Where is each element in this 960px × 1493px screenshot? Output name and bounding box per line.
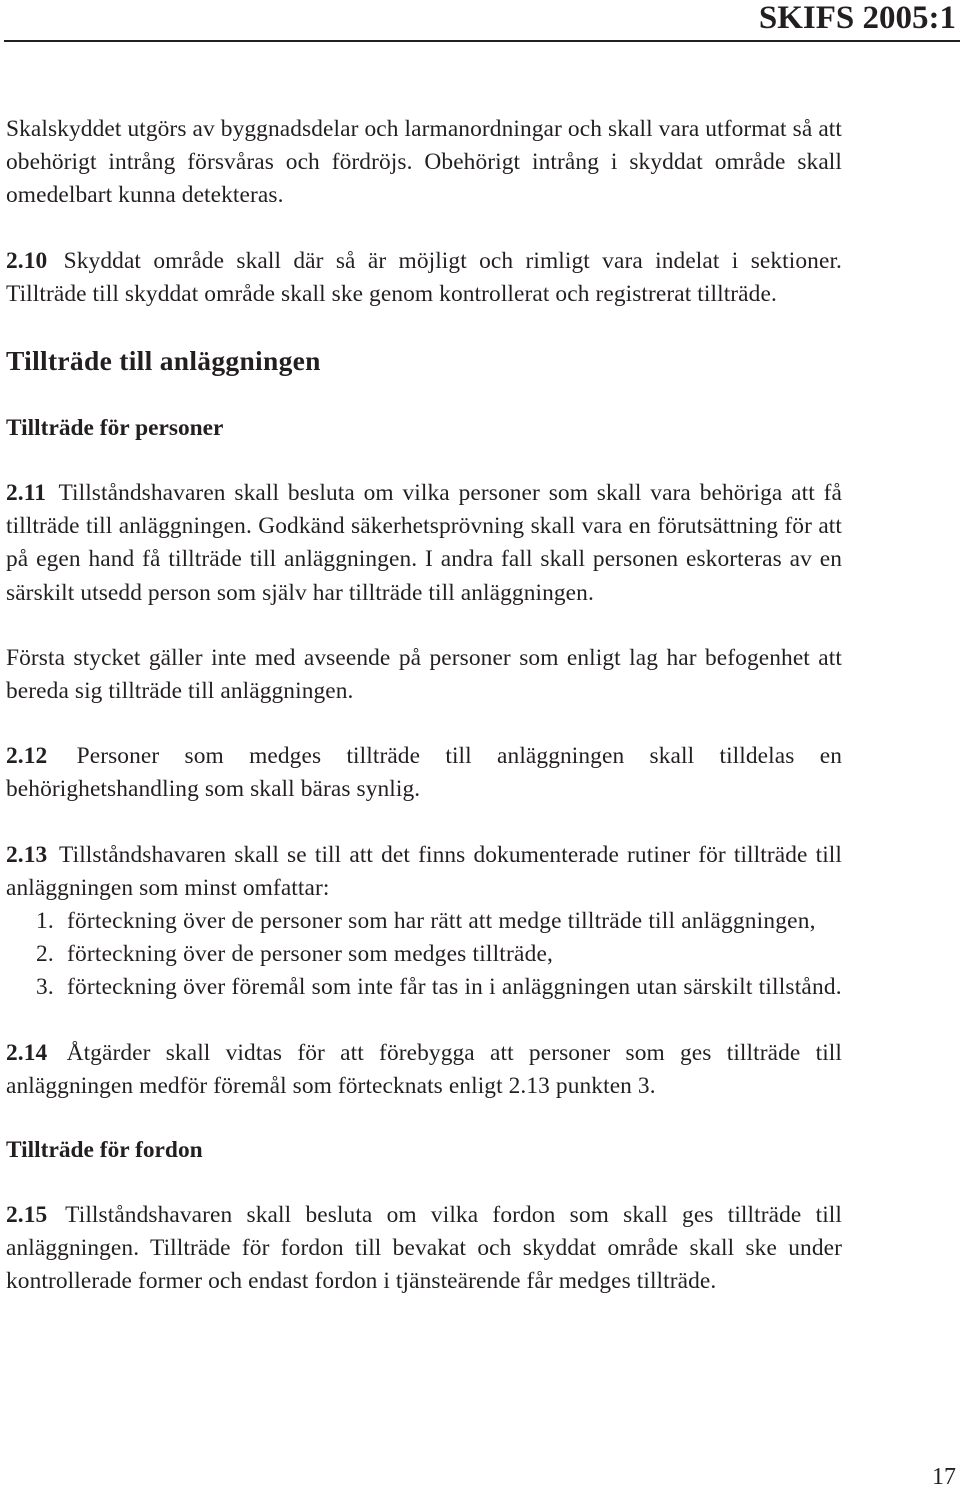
header-rule	[4, 40, 960, 42]
paragraph-text: Skalskyddet utgörs av byggnadsdelar och larmanordningar och skall vara utformat så att obehörigt intrång försvåras och fördröjs. Obehörigt intrång i skyddat område skall omedelbart kunna detekteras.	[6, 116, 842, 209]
section-number: 2.14	[6, 1039, 48, 1066]
paragraph-text: Personer som medges tillträde till anläggningen skall tilldelas en behörighetshandling som skall bäras synlig.	[6, 743, 842, 803]
body-text	[6, 113, 842, 1331]
list-item-text: förteckning över föremål som inte får tas in i anläggningen utan särskilt tillstånd.	[67, 974, 842, 1001]
section-number: 2.12	[6, 743, 48, 770]
paragraph-2-11	[6, 477, 842, 610]
paragraph-2-13	[6, 839, 842, 905]
section-number: 2.10	[6, 247, 48, 274]
document-code: SKIFS 2005:1	[758, 0, 956, 36]
paragraph-text: Första stycket gäller inte med avseende på personer som enligt lag har befogenhet att bereda sig tillträde till anläggningen.	[6, 644, 842, 705]
paragraph-2-12	[6, 740, 842, 806]
list-item-number: 2.	[36, 941, 54, 968]
section-heading: Tillträde till anläggningen	[6, 345, 321, 377]
paragraph-2-14	[6, 1037, 842, 1103]
list-item-number: 3.	[36, 974, 54, 1001]
paragraph-text: Tillståndshavaren skall besluta om vilka fordon som skall ges tillträde till anläggningen. Tillträde för fordon till bevakat och skyddat område skall ske under kontrollerade former och endast fordon i tjänsteärende får medges tillträde.	[6, 1202, 842, 1295]
section-number: 2.11	[6, 480, 47, 507]
subsection-heading-persons: Tillträde för personer	[6, 415, 224, 442]
page-number: 17	[932, 1464, 956, 1490]
paragraph-text: Tillståndshavaren skall besluta om vilka personer som skall vara behöriga att få tillträde till anläggningen. Godkänd säkerhetsprövning skall vara en förutsättning för att på egen hand få tillträde till anläggningen. I andra fall skall personen eskorteras av en särskilt utsedd person som själv har tillträde till anläggningen.	[6, 480, 842, 606]
list-item	[6, 938, 842, 971]
numbered-list	[6, 905, 842, 1005]
paragraph-2-10	[6, 245, 842, 311]
section-number: 2.15	[6, 1202, 48, 1229]
paragraph-text: Tillståndshavaren skall se till att det finns dokumenterade rutiner för tillträde till anläggningen som minst omfattar:	[6, 841, 842, 901]
list-item-number: 1.	[36, 908, 54, 935]
paragraph-skalskydd	[6, 113, 842, 213]
paragraph-text: Skyddat område skall där så är möjligt och rimligt vara indelat i sektioner. Tillträde till skyddat område skall ske genom kontrollerat och registrerat tillträde.	[6, 247, 842, 307]
list-item	[6, 905, 842, 938]
paragraph-2-11-second	[6, 642, 842, 708]
list-item-text: förteckning över de personer som har rätt att medge tillträde till anläggningen,	[67, 908, 816, 935]
section-number: 2.13	[6, 841, 48, 868]
subsection-heading-vehicles: Tillträde för fordon	[6, 1137, 203, 1164]
paragraph-2-15	[6, 1199, 842, 1299]
paragraph-text: Åtgärder skall vidtas för att förebygga att personer som ges tillträde till anläggningen medför föremål som förtecknats enligt 2.13 punkten 3.	[6, 1039, 842, 1099]
list-item-text: förteckning över de personer som medges tillträde,	[67, 941, 554, 968]
list-item	[6, 971, 842, 1004]
